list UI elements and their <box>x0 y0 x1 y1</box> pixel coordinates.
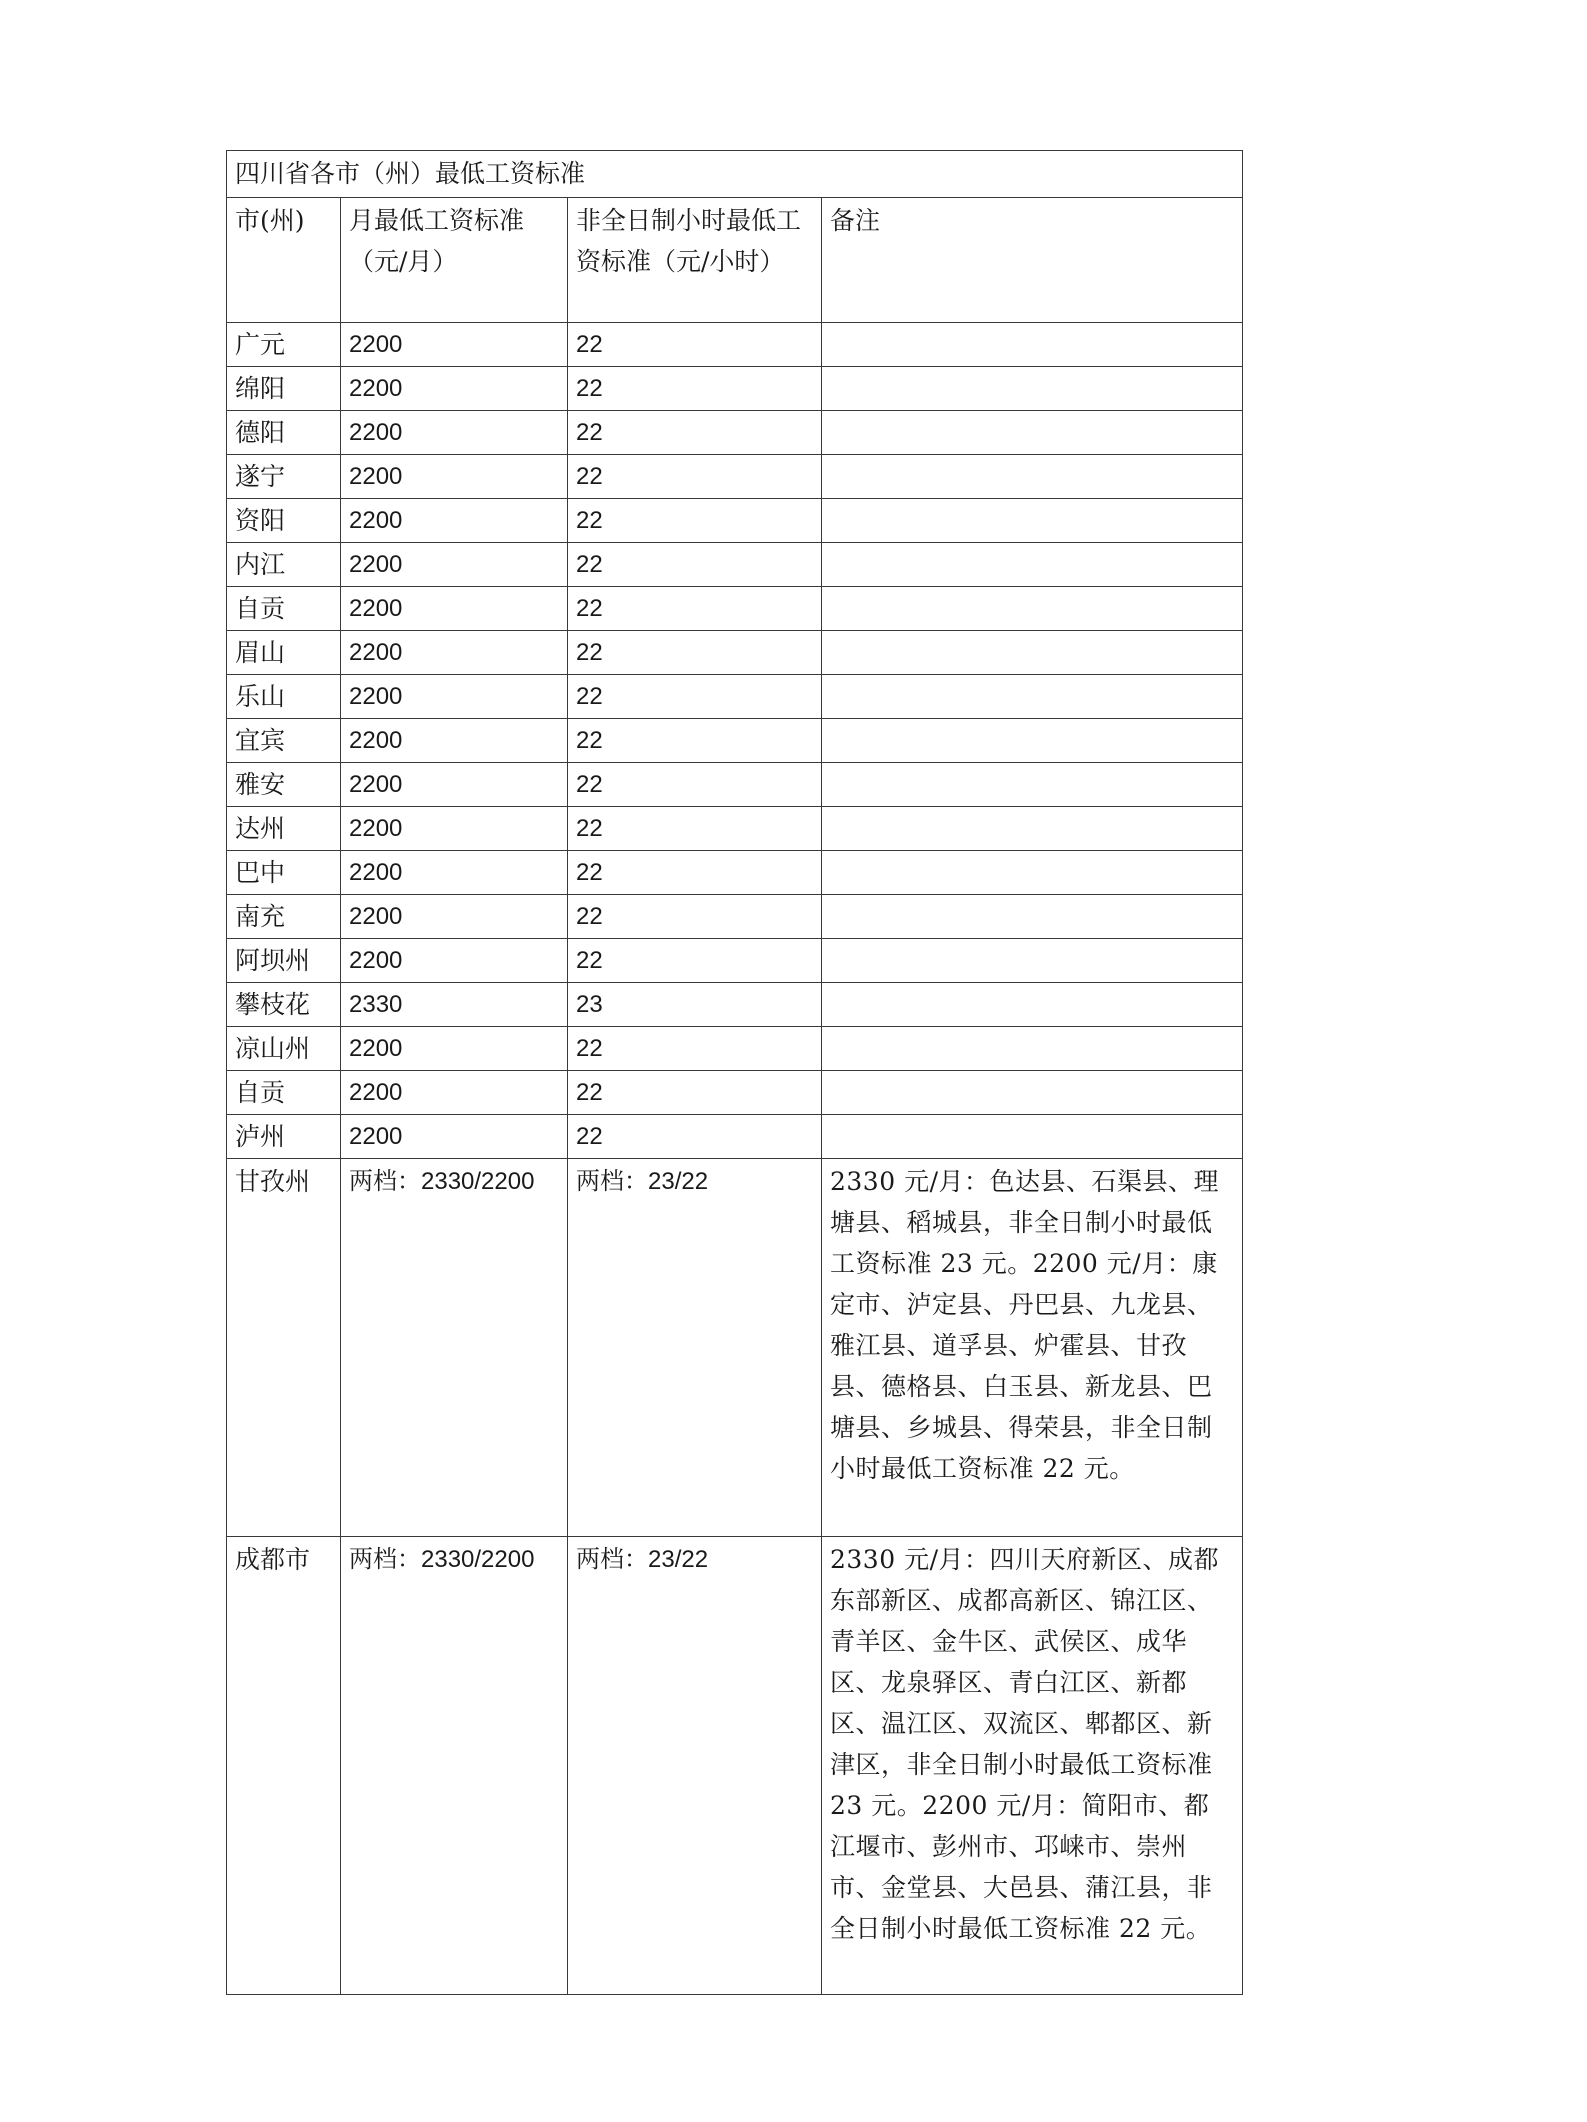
hourly-cell: 22 <box>568 763 822 807</box>
hourly-cell: 22 <box>568 851 822 895</box>
city-cell: 眉山 <box>227 631 341 675</box>
monthly-cell: 2200 <box>341 939 568 983</box>
monthly-cell: 2200 <box>341 895 568 939</box>
table-row <box>227 983 1243 1027</box>
hourly-cell: 22 <box>568 499 822 543</box>
monthly-cell: 2200 <box>341 719 568 763</box>
note-cell <box>822 763 1243 807</box>
monthly-cell: 2200 <box>341 763 568 807</box>
table-row <box>227 499 1243 543</box>
hourly-cell: 22 <box>568 455 822 499</box>
city-cell: 自贡 <box>227 1071 341 1115</box>
city-cell: 成都市 <box>227 1537 341 1995</box>
note-cell: 2330 元/月：色达县、石渠县、理塘县、稻城县，非全日制小时最低工资标准 23 元。2200 元/月：康定市、泸定县、丹巴县、九龙县、雅江县、道孚县、炉霍县、甘孜县、德格县、白玉县、新龙县、巴塘县、乡城县、得荣县，非全日制小时最低工资标准 22 元。 <box>822 1159 1243 1537</box>
table-title: 四川省各市（州）最低工资标准 <box>227 151 1243 198</box>
city-cell: 内江 <box>227 543 341 587</box>
table-row <box>227 1027 1243 1071</box>
monthly-cell: 2200 <box>341 631 568 675</box>
city-cell: 德阳 <box>227 411 341 455</box>
note-cell <box>822 983 1243 1027</box>
table-row <box>227 543 1243 587</box>
note-cell <box>822 587 1243 631</box>
header-note: 备注 <box>822 198 1243 323</box>
hourly-cell: 22 <box>568 1115 822 1159</box>
city-cell: 乐山 <box>227 675 341 719</box>
monthly-cell: 2200 <box>341 1115 568 1159</box>
city-cell: 遂宁 <box>227 455 341 499</box>
note-cell <box>822 895 1243 939</box>
table-row <box>227 455 1243 499</box>
hourly-cell: 22 <box>568 807 822 851</box>
monthly-cell: 2200 <box>341 367 568 411</box>
table-row <box>227 719 1243 763</box>
monthly-cell: 2200 <box>341 807 568 851</box>
header-city: 市(州) <box>227 198 341 323</box>
monthly-cell: 2330 <box>341 983 568 1027</box>
note-cell <box>822 1115 1243 1159</box>
title-row <box>227 151 1243 198</box>
note-cell <box>822 675 1243 719</box>
hourly-cell: 22 <box>568 675 822 719</box>
city-cell: 绵阳 <box>227 367 341 411</box>
monthly-cell: 2200 <box>341 675 568 719</box>
table-row <box>227 631 1243 675</box>
hourly-cell: 22 <box>568 1027 822 1071</box>
hourly-cell: 22 <box>568 367 822 411</box>
note-cell <box>822 1071 1243 1115</box>
city-cell: 阿坝州 <box>227 939 341 983</box>
note-cell <box>822 851 1243 895</box>
table-row <box>227 763 1243 807</box>
monthly-cell: 2200 <box>341 499 568 543</box>
table-row <box>227 807 1243 851</box>
note-cell <box>822 543 1243 587</box>
hourly-cell: 22 <box>568 719 822 763</box>
note-cell <box>822 719 1243 763</box>
monthly-cell: 2200 <box>341 543 568 587</box>
note-cell <box>822 411 1243 455</box>
hourly-cell: 22 <box>568 631 822 675</box>
city-cell: 南充 <box>227 895 341 939</box>
table-row <box>227 367 1243 411</box>
hourly-cell: 两档：23/22 <box>568 1159 822 1537</box>
note-cell <box>822 367 1243 411</box>
city-cell: 宜宾 <box>227 719 341 763</box>
city-cell: 达州 <box>227 807 341 851</box>
city-cell: 凉山州 <box>227 1027 341 1071</box>
table-row <box>227 587 1243 631</box>
city-cell: 泸州 <box>227 1115 341 1159</box>
header-row <box>227 198 1243 323</box>
hourly-cell: 22 <box>568 323 822 367</box>
hourly-cell: 22 <box>568 895 822 939</box>
hourly-cell: 22 <box>568 939 822 983</box>
note-cell <box>822 323 1243 367</box>
city-cell: 自贡 <box>227 587 341 631</box>
table-row <box>227 851 1243 895</box>
note-cell <box>822 499 1243 543</box>
monthly-cell: 2200 <box>341 455 568 499</box>
city-cell: 攀枝花 <box>227 983 341 1027</box>
hourly-cell: 22 <box>568 543 822 587</box>
monthly-cell: 2200 <box>341 323 568 367</box>
note-cell <box>822 631 1243 675</box>
monthly-cell: 两档：2330/2200 <box>341 1537 568 1995</box>
note-cell <box>822 1027 1243 1071</box>
note-cell <box>822 939 1243 983</box>
table-row <box>227 895 1243 939</box>
header-monthly: 月最低工资标准（元/月） <box>341 198 568 323</box>
table-row <box>227 1115 1243 1159</box>
city-cell: 广元 <box>227 323 341 367</box>
note-cell <box>822 455 1243 499</box>
note-cell: 2330 元/月：四川天府新区、成都东部新区、成都高新区、锦江区、青羊区、金牛区、武侯区、成华区、龙泉驿区、青白江区、新都区、温江区、双流区、郫都区、新津区，非全日制小时最低工资标准 23 元。2200 元/月：简阳市、都江堰市、彭州市、邛崃市、崇州市、金堂县、大邑县、蒲江县，非全日制小时最低工资标准 22 元。 <box>822 1537 1243 1995</box>
monthly-cell: 2200 <box>341 1027 568 1071</box>
hourly-cell: 22 <box>568 411 822 455</box>
monthly-cell: 2200 <box>341 411 568 455</box>
table-row <box>227 323 1243 367</box>
note-cell <box>822 807 1243 851</box>
monthly-cell: 两档：2330/2200 <box>341 1159 568 1537</box>
city-cell: 资阳 <box>227 499 341 543</box>
table-row <box>227 411 1243 455</box>
city-cell: 雅安 <box>227 763 341 807</box>
table-row-chengdu <box>227 1537 1243 1995</box>
table-row <box>227 1071 1243 1115</box>
minimum-wage-table <box>226 150 1243 1995</box>
header-hourly: 非全日制小时最低工资标准（元/小时） <box>568 198 822 323</box>
table-row <box>227 939 1243 983</box>
hourly-cell: 两档：23/22 <box>568 1537 822 1995</box>
table-row-ganzi <box>227 1159 1243 1537</box>
monthly-cell: 2200 <box>341 587 568 631</box>
monthly-cell: 2200 <box>341 1071 568 1115</box>
table-row <box>227 675 1243 719</box>
hourly-cell: 22 <box>568 587 822 631</box>
monthly-cell: 2200 <box>341 851 568 895</box>
city-cell: 巴中 <box>227 851 341 895</box>
hourly-cell: 22 <box>568 1071 822 1115</box>
hourly-cell: 23 <box>568 983 822 1027</box>
city-cell: 甘孜州 <box>227 1159 341 1537</box>
